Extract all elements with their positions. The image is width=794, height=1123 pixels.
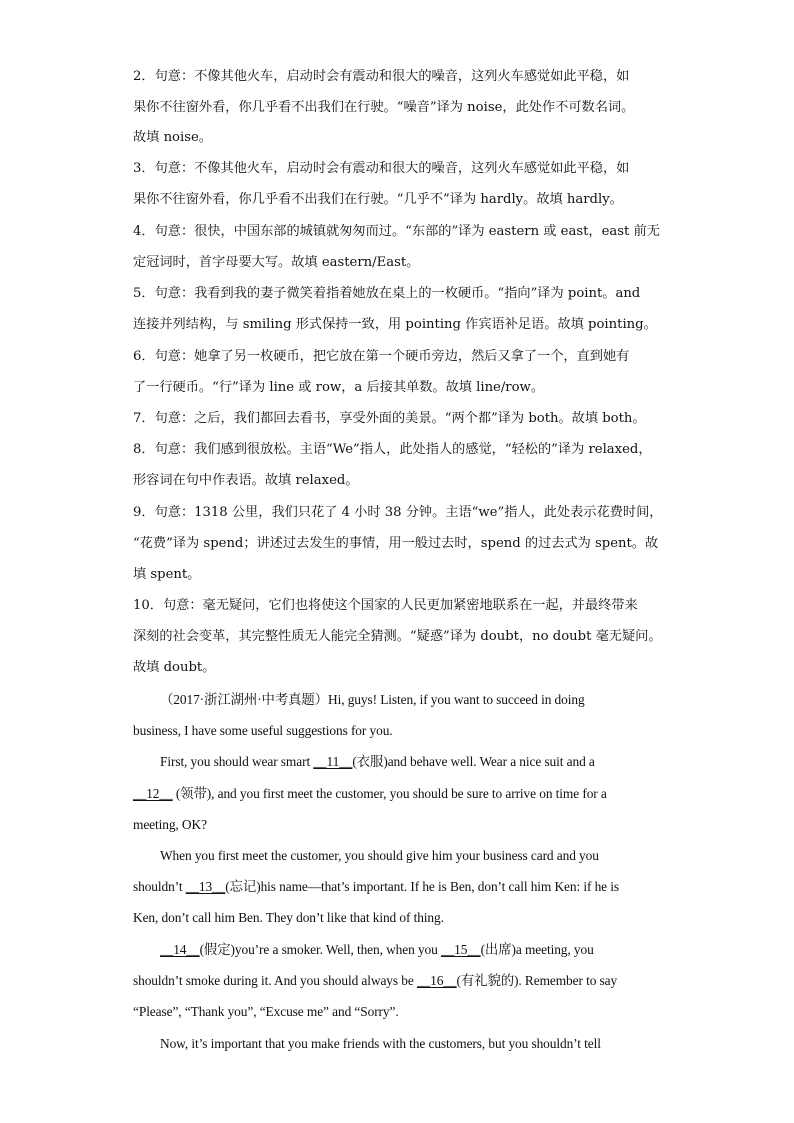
passage-text: (有礼貌的). Remember to say — [456, 973, 618, 988]
explanation-q9-line-3: 填 spent。 — [133, 567, 201, 582]
blank-14: __14__ — [160, 942, 200, 957]
passage-text: (衣服)and behave well. Wear a nice suit and a — [352, 754, 595, 769]
passage-p3-line-2 — [133, 971, 617, 991]
passage-p3-line-3: “Please”, “Thank you”, “Excuse me” and “Sorry”. — [133, 1004, 399, 1019]
explanation-q9-line-2: “花费”译为 spend；讲述过去发生的事情，用一般过去时，spend 的过去式为 spent。故 — [133, 536, 659, 551]
passage-p4-line-1: Now, it’s important that you make friends with the customers, but you shouldn’t tell — [160, 1036, 601, 1051]
explanation-q8-line-1: 8．句意：我们感到很放松。主语“We”指人，此处指人的感觉，“轻松的”译为 relaxed， — [133, 442, 652, 457]
explanation-q5-line-2: 连接并列结构，与 smiling 形式保持一致，用 pointing 作宾语补足语。故填 pointing。 — [133, 317, 657, 332]
passage-p2-line-1: When you first meet the customer, you should give him your business card and you — [160, 848, 599, 863]
explanation-q4-line-1: 4．句意：很快，中国东部的城镇就匆匆而过。“东部的”译为 eastern 或 east，east 前无 — [133, 224, 660, 239]
passage-p2-line-2 — [133, 877, 619, 897]
passage-text: First, you should wear smart — [160, 754, 314, 769]
explanation-q7-line-1: 7．句意：之后，我们都回去看书，享受外面的美景。“两个都”译为 both。故填 both。 — [133, 411, 646, 426]
blank-11: __11__ — [313, 754, 353, 769]
explanation-q9-line-1: 9．句意：1318 公里，我们只花了 4 小时 38 分钟。主语“we”指人，此处表示花费时间， — [133, 505, 663, 520]
passage-p3-line-1 — [160, 940, 594, 960]
blank-12: __12__ — [133, 786, 173, 801]
blank-16: __16__ — [416, 973, 457, 988]
explanation-q2-line-2: 果你不往窗外看，你几乎看不出我们在行驶。“噪音”译为 noise，此处作不可数名词。 — [133, 100, 635, 115]
explanation-q3-line-1: 3．句意：不像其他火车，启动时会有震动和很大的噪音，这列火车感觉如此平稳，如 — [133, 161, 630, 176]
passage-p1-line-3: meeting, OK? — [133, 817, 207, 832]
passage-p1-line-1 — [160, 752, 595, 772]
passage-text: shouldn’t smoke during it. And you should always be — [133, 973, 417, 988]
passage-intro-line-2: business, I have some useful suggestions for you. — [133, 723, 393, 738]
explanation-q2-line-3: 故填 noise。 — [133, 130, 212, 145]
explanation-q6-line-1: 6．句意：她拿了另一枚硬币，把它放在第一个硬币旁边，然后又拿了一个，直到她有 — [133, 349, 630, 364]
explanation-q3-line-2: 果你不往窗外看，你几乎看不出我们在行驶。“几乎不”译为 hardly。故填 hardly。 — [133, 192, 623, 207]
passage-source: （2017·浙江湖州·中考真题） — [160, 692, 329, 707]
passage-intro-line-1 — [160, 690, 585, 710]
passage-text: (忘记)his name—that’s important. If he is Ben, don’t call him Ken: if he is — [225, 879, 620, 894]
blank-15: __15__ — [440, 942, 481, 957]
passage-p1-line-2 — [133, 784, 607, 804]
explanation-q6-line-2: 了一行硬币。“行”译为 line 或 row，a 后接其单数。故填 line/row。 — [133, 380, 545, 395]
explanation-q10-line-2: 深刻的社会变革，其完整性质无人能完全猜测。“疑惑”译为 doubt，no doubt 毫无疑问。 — [133, 629, 662, 644]
passage-intro-text-1: Hi, guys! Listen, if you want to succeed in doing — [328, 692, 585, 707]
passage-text: (出席)a meeting, you — [480, 942, 594, 957]
explanation-q10-line-1: 10．句意：毫无疑问，它们也将使这个国家的人民更加紧密地联系在一起，并最终带来 — [133, 598, 638, 613]
explanation-q2-line-1: 2．句意：不像其他火车，启动时会有震动和很大的噪音，这列火车感觉如此平稳，如 — [133, 69, 630, 84]
explanation-q4-line-2: 定冠词时，首字母要大写。故填 eastern/East。 — [133, 255, 420, 270]
passage-text: shouldn’t — [133, 879, 186, 894]
passage-text: (领带), and you first meet the customer, you should be sure to arrive on time for a — [172, 786, 607, 801]
blank-13: __13__ — [185, 879, 226, 894]
explanation-q5-line-1: 5．句意：我看到我的妻子微笑着指着她放在桌上的一枚硬币。“指向”译为 point。and — [133, 286, 641, 301]
passage-text: (假定)you’re a smoker. Well, then, when you — [199, 942, 441, 957]
explanation-q8-line-2: 形容词在句中作表语。故填 relaxed。 — [133, 473, 359, 488]
explanation-q10-line-3: 故填 doubt。 — [133, 660, 216, 675]
passage-p2-line-3: Ken, don’t call him Ben. They don’t like that kind of thing. — [133, 910, 444, 925]
